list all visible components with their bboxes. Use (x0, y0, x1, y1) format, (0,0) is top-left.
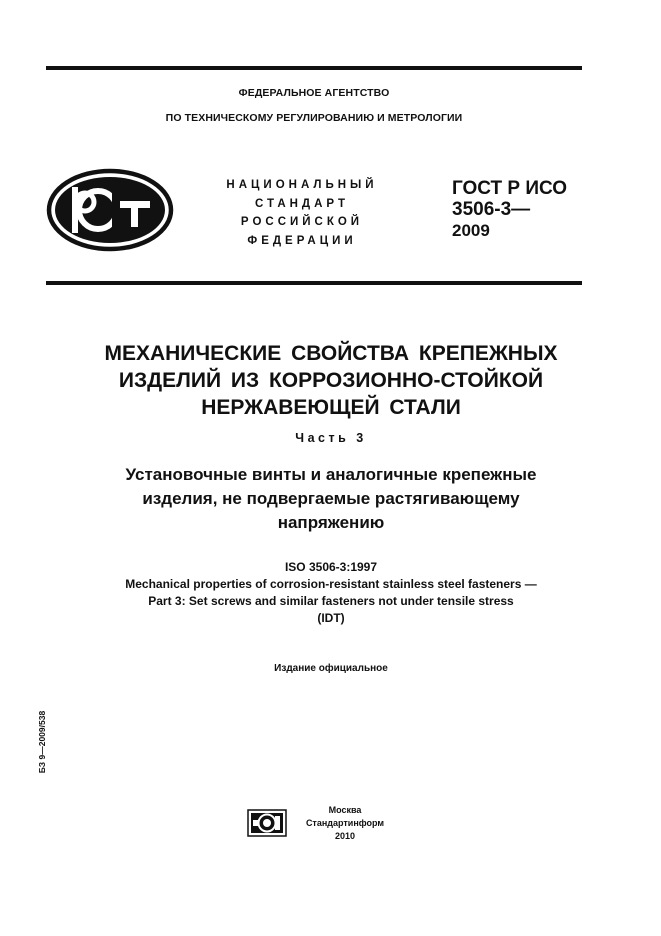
standard-type-line-4: ФЕДЕРАЦИИ (247, 234, 357, 247)
designation-line-2: 3506-3— (452, 199, 531, 220)
iso-title-line-1: Mechanical properties of corrosion-resistant stainless steel fasteners — (125, 577, 537, 591)
iso-reference (46, 559, 616, 627)
publisher-block (300, 804, 390, 843)
standartinform-logo-icon (247, 809, 287, 837)
standard-designation (452, 178, 567, 241)
publisher-city: Москва (328, 805, 362, 815)
standard-type-line-3: РОССИЙСКОЙ (240, 216, 364, 228)
standard-type (212, 176, 392, 250)
iso-idt: (IDT) (317, 611, 345, 625)
side-code-text: БЗ 9—2009/538 (37, 710, 47, 774)
publisher-name: Стандартинформ (305, 818, 385, 828)
part-subtitle (46, 463, 616, 535)
designation-year: 2009 (452, 221, 490, 240)
middle-rule (46, 281, 582, 285)
title-line-3: НЕРЖАВЕЮЩЕЙ СТАЛИ (201, 396, 461, 419)
publisher-year: 2010 (334, 831, 356, 841)
agency-line-1: ФЕДЕРАЛЬНОЕ АГЕНТСТВО (238, 87, 390, 99)
designation-line-1: ГОСТ Р ИСО (452, 178, 568, 199)
agency-line-2: ПО ТЕХНИЧЕСКОМУ РЕГУЛИРОВАНИЮ И МЕТРОЛОГИИ (165, 112, 463, 124)
part-label: Часть 3 (295, 431, 367, 445)
edition-note: Издание официальное (274, 663, 388, 674)
iso-number: ISO 3506-3:1997 (284, 560, 378, 574)
top-rule (46, 66, 582, 70)
title-line-2: ИЗДЕЛИЙ ИЗ КОРРОЗИОННО-СТОЙКОЙ (118, 369, 544, 392)
rst-mark-icon (46, 168, 174, 252)
standard-type-line-2: СТАНДАРТ (255, 197, 349, 210)
iso-title-line-2: Part 3: Set screws and similar fasteners not under tensile stress (148, 594, 514, 608)
side-code (35, 699, 47, 789)
document-title (46, 340, 616, 421)
subtitle-line-3: напряжению (277, 513, 385, 532)
subtitle-line-1: Установочные винты и аналогичные крепежные (125, 465, 537, 484)
title-line-1: МЕХАНИЧЕСКИЕ СВОЙСТВА КРЕПЕЖНЫХ (104, 342, 558, 365)
subtitle-line-2: изделия, не подвергаемые растягивающему (142, 489, 520, 508)
standard-type-line-1: НАЦИОНАЛЬНЫЙ (226, 179, 378, 191)
